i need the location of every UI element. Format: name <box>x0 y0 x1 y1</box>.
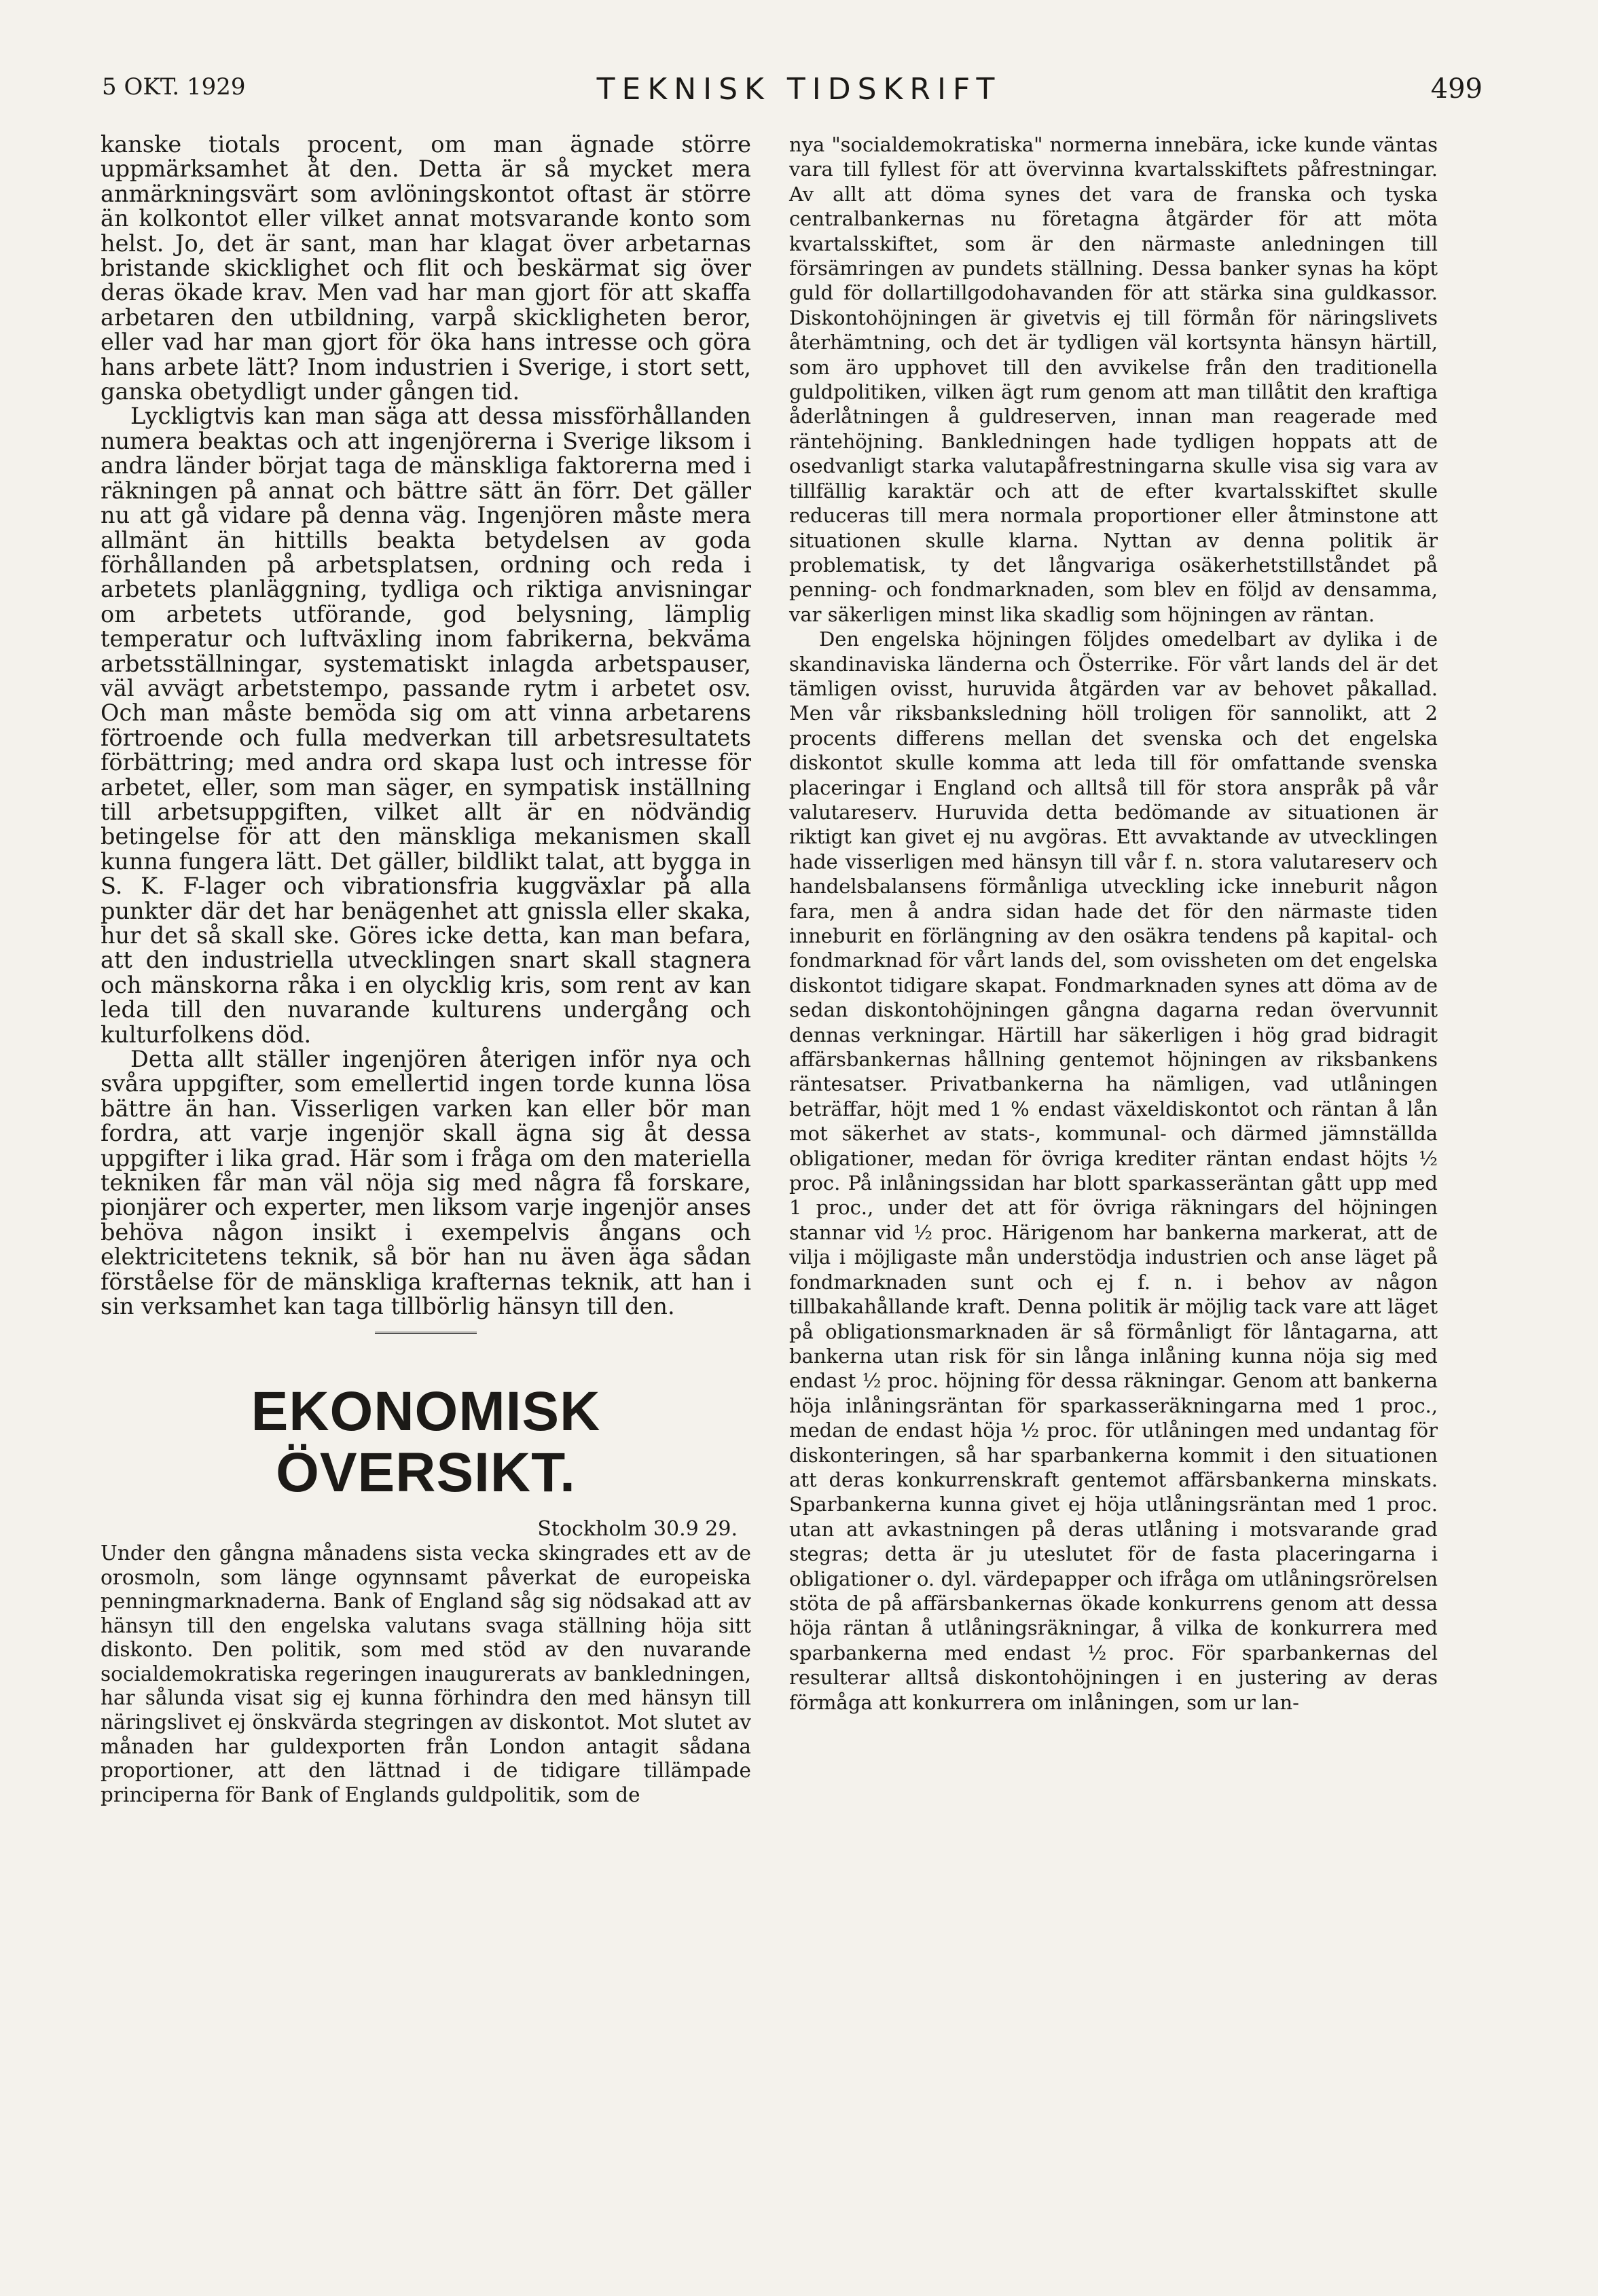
section-title: EKONOMISK ÖVERSIKT. <box>251 1380 601 1504</box>
journal-title: TEKNISK TIDSKRIFT <box>596 72 1002 107</box>
dateline: Stockholm 30.9 29. <box>537 1516 738 1541</box>
page-header <box>102 67 1496 128</box>
economic-overview-paragraph: Under den gångna månadens sista vecka skingrades ett av de orosmoln, som länge ogynnsamt påverkat de europeiska penningmarknaderna. Bank of England såg sig nödsakad att av hänsyn till den engelska valutans svaga ställning höja sitt diskonto. Den politik, som med stöd av den nuvarande socialdemokratiska regeringen inaugurerats av bankledningen, har sålunda visat sig ej kunna förhindra den med hänsyn till näringslivet ej önskvärda stegringen av diskontot. Mot slutet av månaden har guldexporten från London antagit sådana proportioner, att den lättnad i de tidigare tillämpade principerna för Bank of Englands guldpolitik, som de <box>101 1541 751 1806</box>
economic-overview-paragraph: nya "socialdemokratiska" normerna innebära, icke kunde väntas vara till fyllest för att övervinna kvartalsskiftets påfrestningar. Av allt att döma synes det vara de franska och tyska centralbankernas nu företagna åtgärder för att möta kvartalsskiftet, som är den närmaste anledningen till försämringen av pundets ställning. Dessa banker synas ha köpt guld för dollartillgodohavanden för att stärka sina guldkassor. Diskontohöjningen är givetvis ej till förmån för näringslivets återhämtning, och det är tydligen väl kortsynta hänsyn härtill, som äro upphovet till den avvikelse från den traditionella guldpolitiken, vilken ägt rum genom att man tillåtit den kraftiga åderlåtningen å guldreserven, innan man reagerade med räntehöjning. Bankledningen hade tydligen hoppats att de osedvanligt starka valutapåfrestningarna skulle visa sig vara av tillfällig karaktär och att de efter kvartalsskiftet skulle reduceras till mera normala proportioner eller åtminstone att situationen skulle klarna. Nyttan av denna politik är problematisk, ty det långvariga osäkerhetstillståndet på penning- och fondmarknaden, som blev en följd av densamma, var säkerligen minst lika skadlig som höjningen av räntan. <box>789 133 1438 626</box>
right-column <box>789 132 1438 1715</box>
issue-date: 5 OKT. 1929 <box>102 73 246 101</box>
section-divider <box>375 1332 477 1334</box>
economic-overview-paragraph: Den engelska höjningen följdes omedelbart av dylika i de skandinaviska länderna och Österrike. För vårt lands del är det tämligen ovisst, huruvida åtgärden var av behovet påkallad. Men vår riksbanksledning höll troligen för sannolikt, att 2 procents differens mellan det svenska och det engelska diskontot skulle komma att leda till för omfattande svenska placeringar i England och alltså till för stora anspråk på vår valutareserv. Huruvida detta bedömande av situationen är riktigt kan givet ej nu avgöras. Ett avvaktande av utvecklingen hade visserligen med hänsyn till vår f. n. stora valutareserv och handelsbalansens förmånliga utveckling icke inneburit någon fara, men å andra sidan hade det för den närmaste tiden inneburit en förlängning av den osäkra tendens på kapital- och fondmarknad för vårt lands del, som ovissheten om det engelska diskontot tidigare skapat. Fondmarknaden synes att döma av de sedan diskontohöjningen gångna dagarna redan övervunnit dennas verkningar. Härtill har säkerligen i hög grad bidragit affärsbankernas hållning gentemot höjningen av riksbankens räntesatser. Privatbankerna ha nämligen, vad utlåningen beträffar, höjt med 1 % endast växeldiskontot och räntan å lån mot säkerhet av stats-, kommunal- och därmed jämnställda obligationer, medan för övriga krediter räntan endast höjts ½ proc. På inlåningssidan har blott sparkasseräntan gått upp med 1 proc., under det att för övriga räkningars del höjningen stannar vid ½ proc. Härigenom har bankerna markerat, att de vilja i möjligaste mån understödja industrien och anse läget på fondmarknaden sunt och ej f. n. i behov av någon tillbakahållande kraft. Denna politik är möjlig tack vare att läget på obligationsmarknaden är så förmånligt för låntagarna, att bankerna utan risk för sin långa inlåning kunna nöja sig med endast ½ proc. höjning för dessa räkningar. Genom att bankerna höja inlåningsräntan för sparkasseräkningarna med 1 proc., medan de endast höja ½ proc. för utlåningen med undantag för diskonteringen, så har sparbankerna kommit i den situationen att deras konkurrenskraft gentemot affärsbankerna minskats. Sparbankerna kunna givet ej höja utlåningsräntan med 1 proc. utan att avkastningen på deras utlåning i motsvarande grad stegras; detta är ju uteslutet för de fasta placeringarna i obligationer o. dyl. värdepapper och ifråga om utlåningsrörelsen stöta de på affärsbankernas ökade konkurrens genom att dessa höja räntan å utlåningsräkningar, å vilka de konkurrera med sparbankerna med endast ½ proc. För sparbankernas del resulterar alltså diskontohöjningen i en justering av deras förmåga att konkurrera om inlåningen, som ur lan- <box>789 627 1438 1714</box>
article-paragraph: kanske tiotals procent, om man ägnade större uppmärksamhet åt den. Detta är så mycket mera anmärkningsvärt som avlöningskontot oftast är större än kolkontot eller vilket annat motsvarande konto som helst. Jo, det är sant, man har klagat över arbetarnas bristande skicklighet och flit och beskärmat sig över deras ökade krav. Men vad har man gjort för att skaffa arbetaren den utbildning, varpå skickligheten beror, eller vad har man gjort för öka hans intresse och göra hans arbete lätt? Inom industrien i Sverige, i stort sett, ganska obetydligt under gången tid. <box>101 131 751 405</box>
page-number: 499 <box>1430 73 1483 105</box>
article-paragraph: Detta allt ställer ingenjören återigen inför nya och svåra uppgifter, som emellertid ingen torde kunna lösa bättre än han. Visserligen varken kan eller bör man fordra, att varje ingenjör skall ägna sig åt dessa uppgifter i lika grad. Här som i fråga om den materiella tekniken får man väl nöja sig med några få forskare, pionjärer och experter, men liksom varje ingenjör anses behöva någon insikt i exempelvis ångans och elektricitetens teknik, så bör han nu även äga sådan förståelse för de mänskliga krafternas teknik, att han i sin verksamhet kan taga tillbörlig hänsyn till den. <box>101 1046 751 1320</box>
article-paragraph: Lyckligtvis kan man säga att dessa missförhållanden numera beaktas och att ingenjörerna i Sverige liksom i andra länder börjat taga de mänskliga faktorerna med i räkningen på annat och bättre sätt än förr. Det gäller nu att gå vidare på denna väg. Ingenjören måste mera allmänt än hittills beakta betydelsen av goda förhållanden på arbetsplatsen, ordning och reda i arbetets planläggning, tydliga och riktiga anvisningar om arbetets utförande, god belysning, lämplig temperatur och luftväxling inom fabrikerna, bekväma arbetsställningar, systematiskt inlagda arbetspauser, väl avvägt arbetstempo, passande rytm i arbetet osv. Och man måste bemöda sig om att vinna arbetarens förtroende och fulla medverkan till arbetsresultatets förbättring; med andra ord skapa lust och intresse för arbetet, eller, som man säger, en sympatisk inställning till arbetsuppgiften, vilket allt är en nödvändig betingelse för att den mänskliga mekanismen skall kunna fungera lätt. Det gäller, bildlikt talat, att bygga in S. K. F-lager och vibrationsfria kuggväxlar på alla punkter där det har benägenhet att gnissla eller skaka, hur det så skall ske. Göres icke detta, kan man befara, att den industriella utvecklingen snart skall stagnera och mänskorna råka i en olycklig kris, som rent av kan leda till den nuvarande kulturens undergång och kulturfolkens död. <box>101 403 751 1048</box>
left-column <box>101 132 751 1807</box>
